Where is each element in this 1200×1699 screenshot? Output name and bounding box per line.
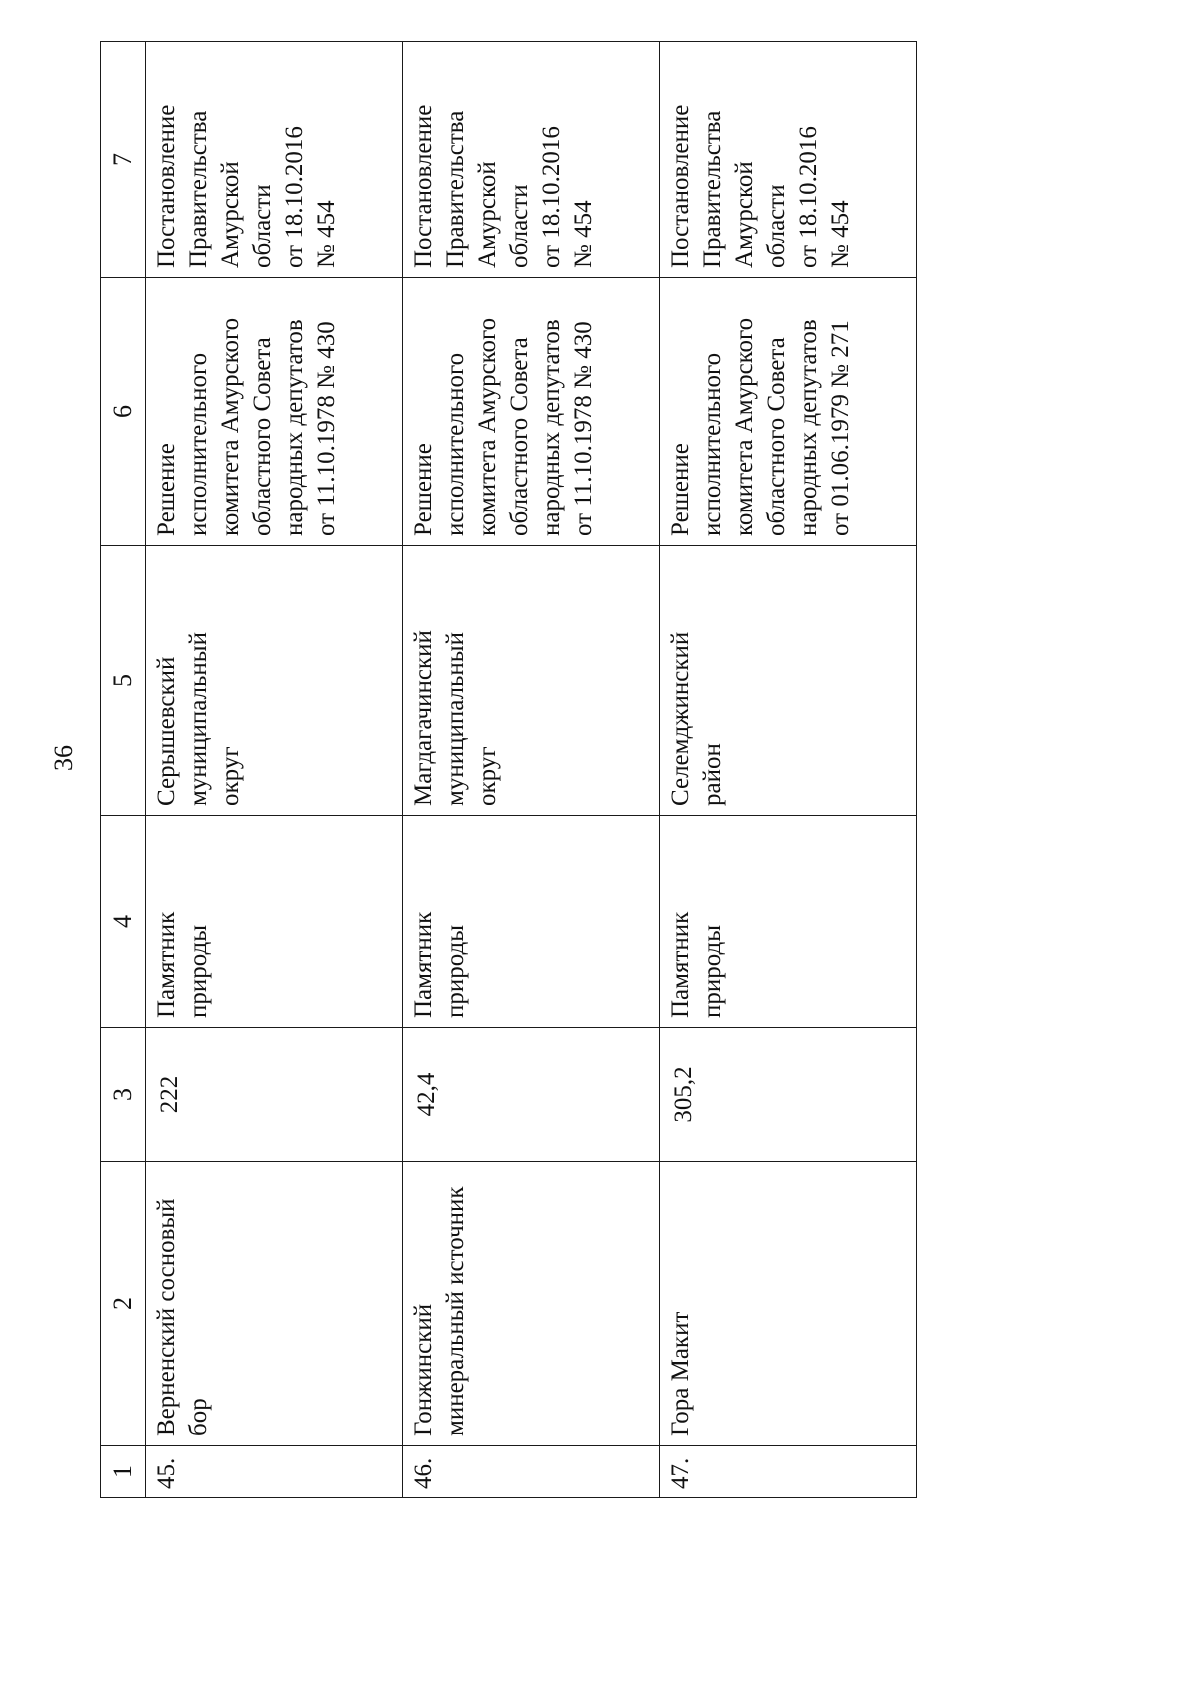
regulation-cell: Постановление Правительства Амурской области от 18.10.2016 № 454 xyxy=(660,42,917,278)
regulation-cell: Постановление Правительства Амурской области от 18.10.2016 № 454 xyxy=(403,42,660,278)
district-cell: Селемджинский район xyxy=(660,546,917,816)
column-header-6: 6 xyxy=(101,278,146,546)
established-by-cell: Решение исполнительного комитета Амурского областного Совета народных депутатов от 01.06.1979 № 271 xyxy=(660,278,917,546)
category-cell: Памятник природы xyxy=(660,816,917,1028)
table-row xyxy=(660,42,917,1498)
district-cell: Магдагачинский муниципальный округ xyxy=(403,546,660,816)
table-row xyxy=(146,42,403,1498)
area-cell: 42,4 xyxy=(403,1028,660,1162)
page-number: 36 xyxy=(49,745,78,771)
column-header-4: 4 xyxy=(101,816,146,1028)
object-name-cell: Верненский сосновый бор xyxy=(146,1162,403,1446)
table-row xyxy=(403,42,660,1498)
area-cell: 222 xyxy=(146,1028,403,1162)
district-cell: Серышевский муниципальный округ xyxy=(146,546,403,816)
column-header-5: 5 xyxy=(101,546,146,816)
category-cell: Памятник природы xyxy=(403,816,660,1028)
column-header-1: 1 xyxy=(101,1446,146,1498)
regulation-cell: Постановление Правительства Амурской области от 18.10.2016 № 454 xyxy=(146,42,403,278)
area-cell: 305,2 xyxy=(660,1028,917,1162)
row-number-cell: 47. xyxy=(660,1446,917,1498)
row-number-cell: 46. xyxy=(403,1446,660,1498)
established-by-cell: Решение исполнительного комитета Амурского областного Совета народных депутатов от 11.10.1978 № 430 xyxy=(403,278,660,546)
column-header-3: 3 xyxy=(101,1028,146,1162)
row-number-cell: 45. xyxy=(146,1446,403,1498)
object-name-cell: Гора Макит xyxy=(660,1162,917,1446)
protected-areas-table-container xyxy=(100,42,916,1498)
protected-areas-table xyxy=(100,41,917,1498)
table-header-row xyxy=(101,42,146,1498)
column-header-2: 2 xyxy=(101,1162,146,1446)
established-by-cell: Решение исполнительного комитета Амурского областного Совета народных депутатов от 11.10.1978 № 430 xyxy=(146,278,403,546)
object-name-cell: Гонжинский минеральный источник xyxy=(403,1162,660,1446)
column-header-7: 7 xyxy=(101,42,146,278)
category-cell: Памятник природы xyxy=(146,816,403,1028)
